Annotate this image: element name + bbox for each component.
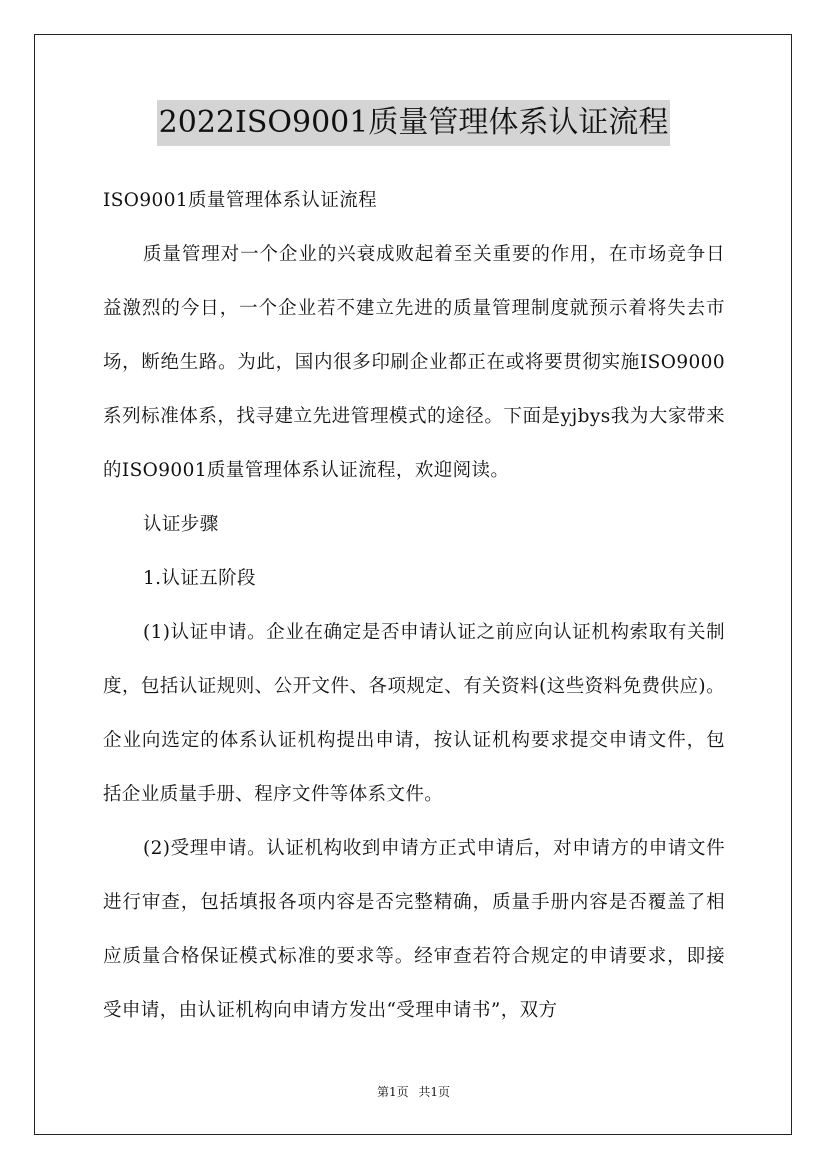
paragraph-heading-five-stages: 1.认证五阶段 bbox=[143, 568, 256, 589]
paragraph-subtitle: ISO9001质量管理体系认证流程 bbox=[103, 190, 378, 211]
paragraph-acceptance: (2)受理申请。认证机构收到申请方正式申请后，对申请方的申请文件进行审查，包括填报各项内容是否完整精确，质量手册内容是否覆盖了相应质量合格保证模式标准的要求等。经审查若符合规定的申请要求，即接受申请，由认证机构向申请方发出“受理申请书”，双方 bbox=[103, 838, 725, 1021]
paragraph-intro: 质量管理对一个企业的兴衰成败起着至关重要的作用，在市场竞争日益激烈的今日，一个企业若不建立先进的质量管理制度就预示着将失去市场，断绝生路。为此，国内很多印刷企业都正在或将要贯彻实施ISO9000系列标准体系，找寻建立先进管理模式的途径。下面是yjbys我为大家带来的ISO9001质量管理体系认证流程，欢迎阅读。 bbox=[103, 244, 725, 481]
title-container bbox=[0, 100, 827, 146]
document-body bbox=[103, 174, 725, 1038]
page-total-label: 共1页 bbox=[418, 1085, 451, 1099]
document-title: 2022ISO9001质量管理体系认证流程 bbox=[157, 100, 671, 146]
page-current-label: 第1页 bbox=[376, 1085, 409, 1099]
paragraph-application: (1)认证申请。企业在确定是否申请认证之前应向认证机构索取有关制度，包括认证规则、公开文件、各项规定、有关资料(这些资料免费供应)。企业向选定的体系认证机构提出申请，按认证机构要求提交申请文件，包括企业质量手册、程序文件等体系文件。 bbox=[103, 622, 725, 805]
page-footer bbox=[0, 1083, 827, 1100]
paragraph-heading-steps: 认证步骤 bbox=[143, 514, 219, 535]
